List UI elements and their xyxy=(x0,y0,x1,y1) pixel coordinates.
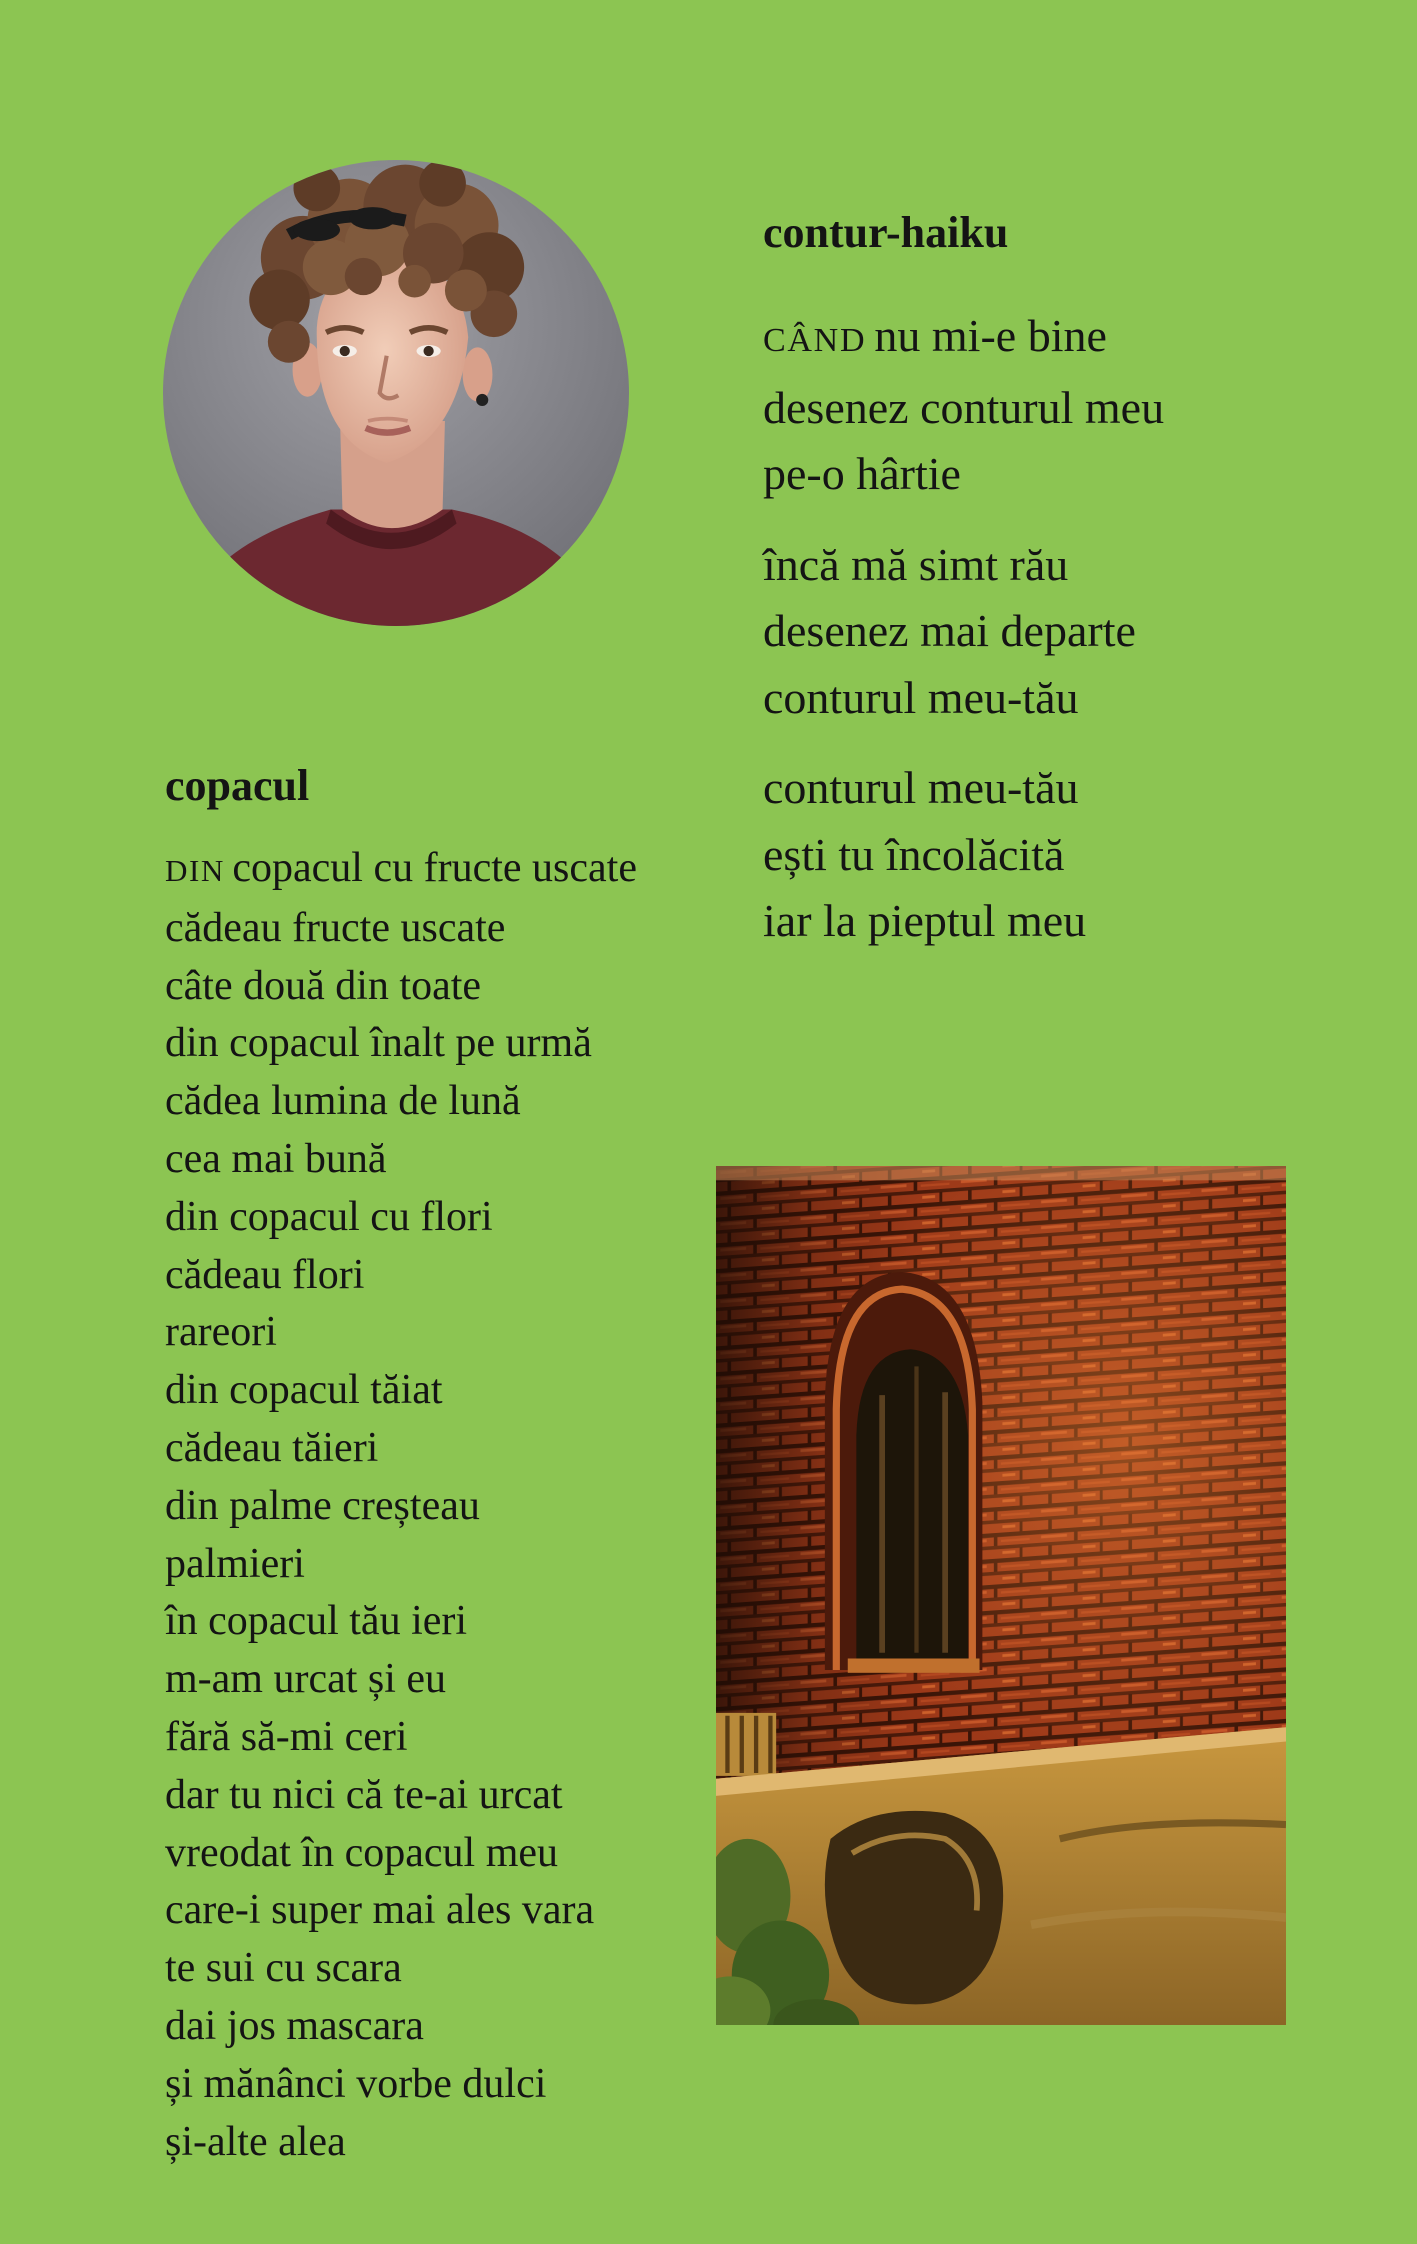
poem-line: și mănânci vorbe dulci xyxy=(165,2060,547,2107)
poem-line: vreodat în copacul meu xyxy=(165,1829,559,1876)
poem-body xyxy=(763,303,1164,955)
poem-line: conturul meu-tău xyxy=(763,762,1079,813)
poem-line: iar la pieptul meu xyxy=(763,895,1087,946)
poem-title: copacul xyxy=(165,761,310,810)
poem-line: încă mă simt rău xyxy=(763,538,1069,590)
poem-line: cea mai bună xyxy=(165,1135,387,1182)
poem-copacul xyxy=(165,756,637,2171)
poem-line: rareori xyxy=(165,1309,277,1356)
stanza xyxy=(763,303,1164,508)
poem-line: cădeau fructe uscate xyxy=(165,904,506,951)
poem-contur-haiku xyxy=(763,203,1164,955)
poem-line xyxy=(165,840,637,900)
stanza xyxy=(763,532,1164,732)
poem-line: din copacul înalt pe urmă xyxy=(165,1020,592,1067)
poem-line xyxy=(763,303,1164,375)
author-portrait xyxy=(163,160,629,626)
arched-window xyxy=(825,1272,983,1673)
stanza xyxy=(763,755,1164,955)
poem-line: din copacul cu flori xyxy=(165,1193,493,1240)
poem-line: palmieri xyxy=(165,1540,305,1587)
poem-line: desenez mai departe xyxy=(763,605,1136,656)
poem-line: desenez conturul meu xyxy=(763,381,1165,433)
poem-line: pe-o hârtie xyxy=(763,448,961,499)
poem-line-text: nu mi-e bine xyxy=(874,310,1107,361)
poem-line: ești tu încolăcită xyxy=(763,828,1065,880)
poem-title: contur-haiku xyxy=(763,208,1009,257)
poem-line: dai jos mascara xyxy=(165,2002,424,2049)
poem-line: dar tu nici că te-ai urcat xyxy=(165,1771,563,1818)
poem-line: cădeau tăieri xyxy=(165,1424,379,1471)
poem-body xyxy=(165,840,637,2171)
small-caps-initial: CÂND xyxy=(763,322,867,359)
portrait-photo xyxy=(163,160,629,626)
poem-line: conturul meu-tău xyxy=(763,671,1079,723)
poem-line: fără să-mi ceri xyxy=(165,1713,408,1760)
small-caps-initial: DIN xyxy=(165,853,225,888)
poem-line: din copacul tăiat xyxy=(165,1367,443,1414)
poem-line: în copacul tău ieri xyxy=(165,1598,468,1645)
poem-line: și-alte alea xyxy=(165,2118,346,2165)
painting-illustration xyxy=(716,1166,1286,2025)
poem-line: care-i super mai ales vara xyxy=(165,1887,595,1934)
painting-image xyxy=(716,1166,1286,2025)
shutter xyxy=(716,1713,776,1776)
poem-line: cădeau flori xyxy=(165,1251,365,1298)
poem-line-text: copacul cu fructe uscate xyxy=(232,845,637,891)
poem-line: din palme creșteau xyxy=(165,1482,480,1529)
poem-line: câte două din toate xyxy=(165,962,482,1009)
poem-line: te sui cu scara xyxy=(165,1945,402,1992)
poem-line: cădea lumina de lună xyxy=(165,1078,521,1125)
poem-line: m-am urcat și eu xyxy=(165,1656,447,1703)
